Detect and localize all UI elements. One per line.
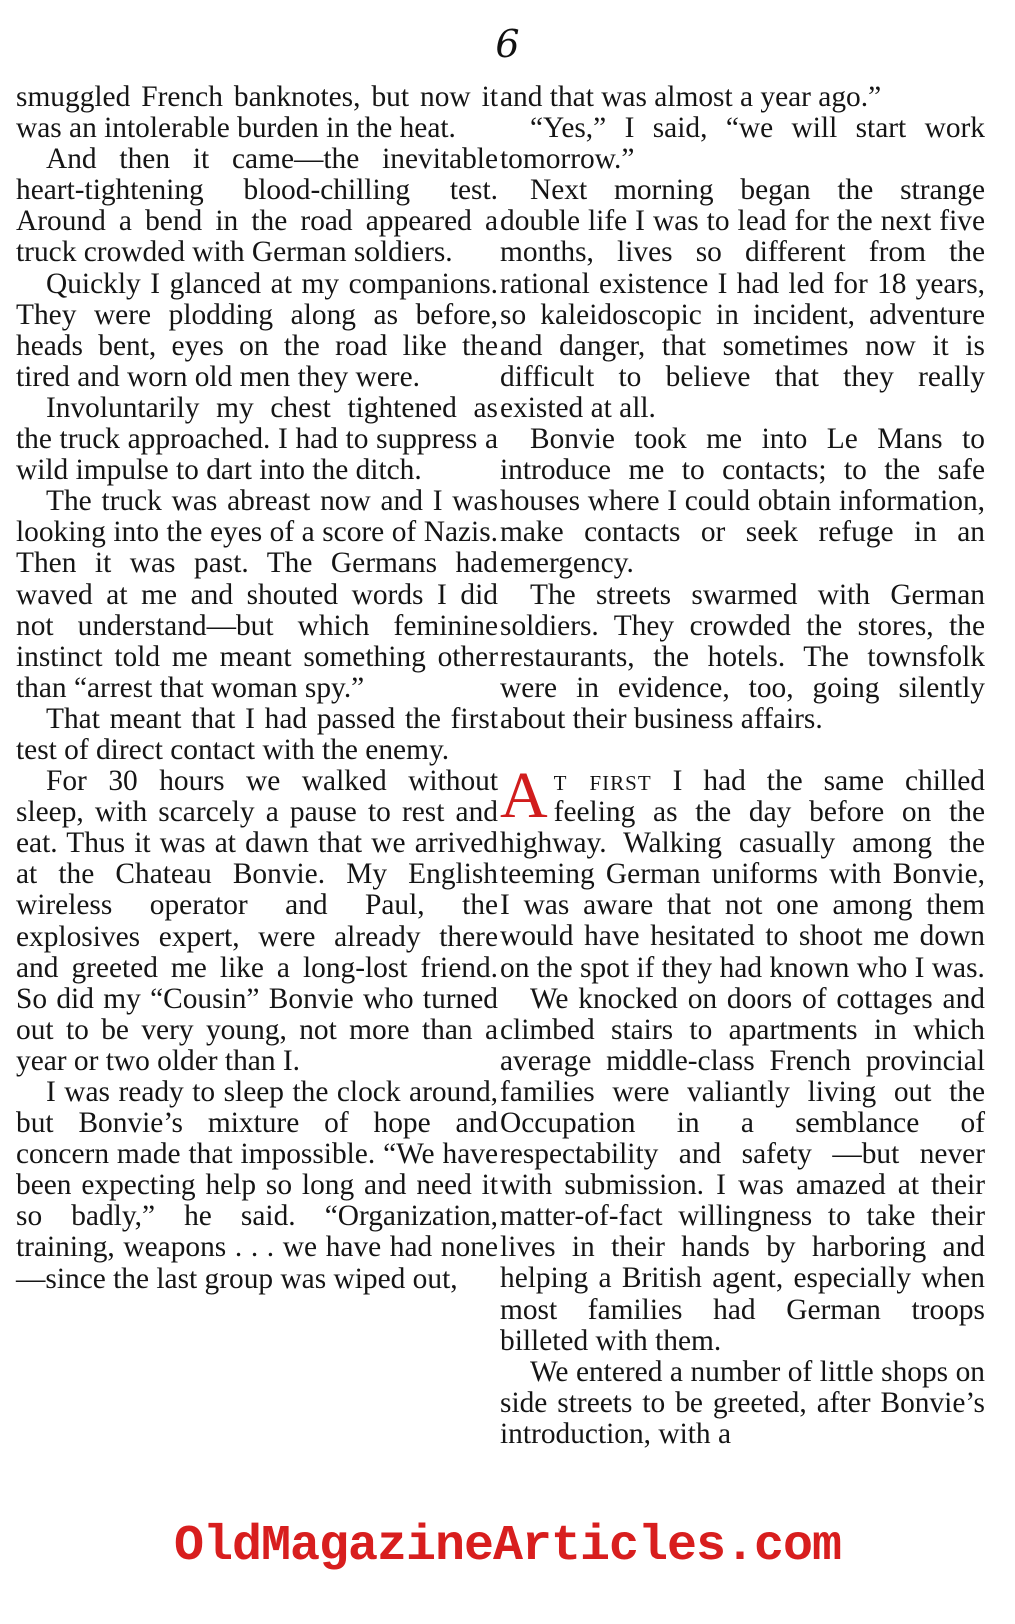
left-column [16, 82, 498, 1295]
article-paragraph: We knocked on doors of cottages and climbed stairs to apartments in which average middle-class French provincial families were valiantly living out the Occupation in a semblance of respectability and safety —but never with submission. I was amazed at their matter-of-fact willingness to take their lives in their hands by harboring and helping a British agent, especially when most families had German troops billeted with them. [500, 982, 985, 1357]
article-paragraph: The truck was abreast now and I was looking into the eyes of a score of Nazis. Then it was past. The Germans had waved at me and shouted words I did not understand—but which feminine instinct told me meant something other than “arrest that woman spy.” [16, 485, 498, 704]
article-paragraph: The streets swarmed with German soldiers. They crowded the stores, the restaurants, the hotels. The townsfolk were in evidence, too, going silently about their business affairs. [500, 578, 985, 735]
article-paragraph: We entered a number of little shops on side streets to be greeted, after Bonvie’s introduction, with a [500, 1355, 985, 1450]
article-paragraph: Next morning began the strange double life I was to lead for the next five months, lives so different from the rational existence I had led for 18 years, so kaleidoscopic in incident, adventure and danger, that sometimes now it is difficult to believe that they really existed at all. [500, 174, 985, 424]
drop-cap: A [500, 758, 548, 832]
article-paragraph: Quickly I glanced at my companions. They were plodding along as before, heads bent, eyes on the road like the tired and worn old men they were. [16, 267, 498, 393]
article-paragraph: And then it came—the inevitable heart-tightening blood-chilling test. Around a bend in the road appeared a truck crowded with German soldiers. [16, 143, 498, 269]
article-paragraph: I was ready to sleep the clock around, but Bonvie’s mixture of hope and concern made that impossible. “We have been expecting help so long and need it so badly,” he said. “Organization, training, weapons . . . we have had none—since the last group was wiped out, [16, 1076, 498, 1295]
smallcaps-lead: t first [553, 764, 652, 797]
page-number: 6 [495, 22, 520, 66]
article-paragraph: “Yes,” I said, “we will start work tomorrow.” [500, 112, 985, 176]
section-opening-paragraph [500, 758, 985, 984]
article-paragraph: smuggled French banknotes, but now it was an intolerable burden in the heat. [16, 81, 498, 145]
article-paragraph: and that was almost a year ago.” [500, 81, 882, 113]
article-paragraph: Involuntarily my chest tightened as the truck approached. I had to suppress a wild impulse to dart into the ditch. [16, 391, 498, 487]
right-column [500, 82, 985, 1450]
section-opening-text: I had the same chilled feeling as the day before on the highway. Walking casually among the teeming German uniforms with Bonvie, I was aware that not one among them would have hesitated to shoot me down on the spot if they had known who I was. [500, 764, 985, 984]
article-paragraph: Bonvie took me into Le Mans to introduce me to contacts; to the safe houses where I could obtain information, make contacts or seek refuge in an emergency. [500, 423, 985, 580]
article-paragraph: For 30 hours we walked without sleep, with scarcely a pause to rest and eat. Thus it was at dawn that we arrived at the Chateau Bonvie. My English wireless operator and Paul, the explosives expert, were already there and greeted me like a long-lost friend. So did my “Cousin” Bonvie who turned out to be very young, not more than a year or two older than I. [16, 765, 498, 1077]
article-paragraph: That meant that I had passed the first test of direct contact with the enemy. [16, 702, 498, 766]
watermark-text: OldMagazineArticles.com [173, 1518, 842, 1575]
